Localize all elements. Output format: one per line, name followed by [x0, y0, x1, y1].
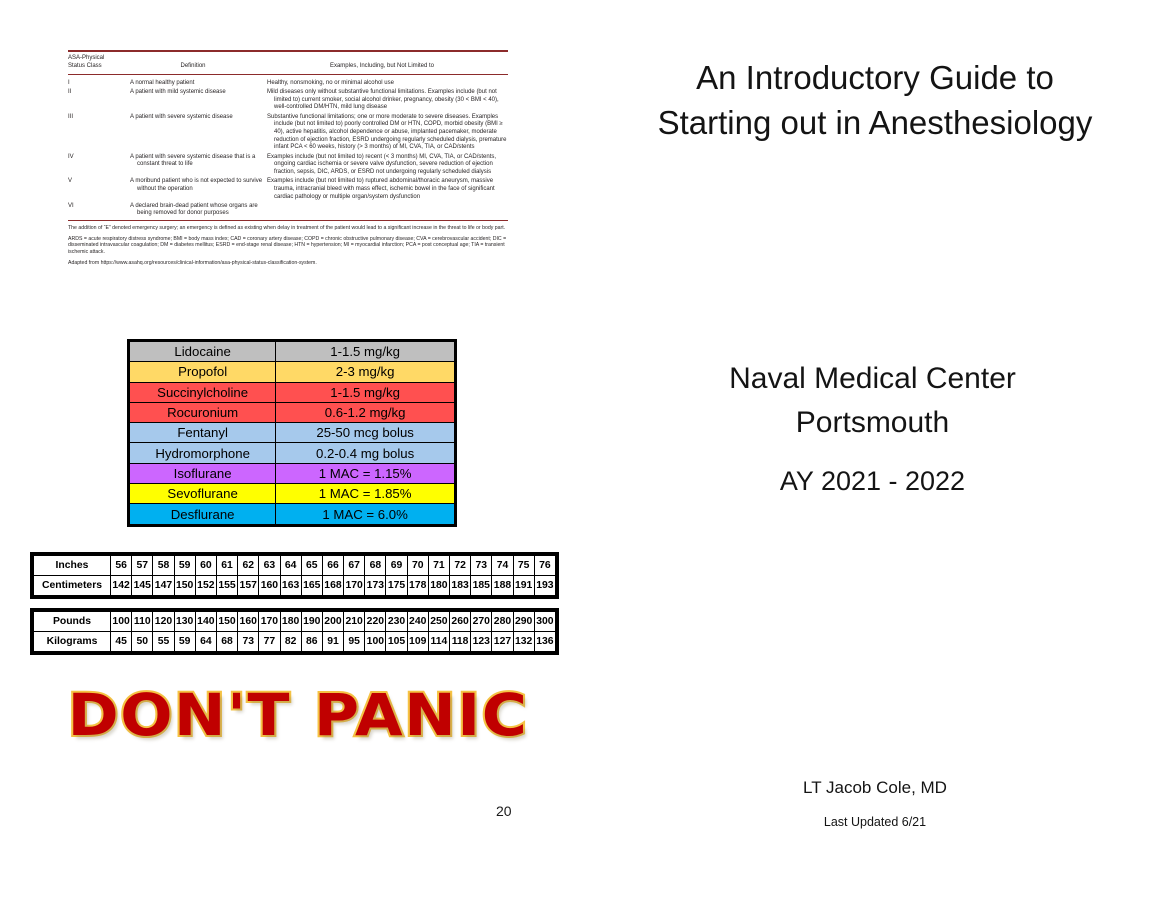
inches-cell: 63 — [259, 556, 280, 576]
pounds-cell: 140 — [195, 612, 216, 632]
inches-cell: 56 — [111, 556, 132, 576]
asa-row-class: II — [68, 88, 72, 95]
kilograms-cell: 132 — [513, 632, 534, 652]
weight-conversion-body — [34, 612, 556, 652]
inches-cell: 65 — [301, 556, 322, 576]
drug-dose-cell: 1 MAC = 1.15% — [276, 463, 455, 483]
drug-dosing-table-body — [130, 342, 455, 525]
drug-name-cell: Desflurane — [130, 504, 276, 524]
drug-name-cell: Fentanyl — [130, 423, 276, 443]
inches-cell: 71 — [428, 556, 449, 576]
institution-line2: Portsmouth — [795, 406, 950, 439]
pounds-cell: 190 — [301, 612, 322, 632]
inches-cell: 57 — [132, 556, 153, 576]
institution-line1: Naval Medical Center — [729, 362, 1016, 395]
drug-dosing-table — [127, 339, 457, 527]
inches-cell: 73 — [471, 556, 492, 576]
page-number: 20 — [496, 803, 512, 819]
drug-name-cell: Hydromorphone — [130, 443, 276, 463]
pounds-cell: 180 — [280, 612, 301, 632]
table-row — [130, 342, 455, 362]
centimeters-cell: 183 — [450, 576, 471, 596]
inches-cell: 68 — [365, 556, 386, 576]
centimeters-cell: 142 — [111, 576, 132, 596]
centimeters-cell: 193 — [534, 576, 555, 596]
asa-row-class: I — [68, 79, 70, 86]
centimeters-cell: 168 — [322, 576, 343, 596]
pounds-cell: 230 — [386, 612, 407, 632]
drug-name-cell: Succinylcholine — [130, 382, 276, 402]
weight-conversion-table — [30, 608, 559, 655]
table-row — [68, 87, 508, 112]
kilograms-cell: 100 — [365, 632, 386, 652]
table-row — [130, 362, 455, 382]
table-row — [34, 556, 556, 576]
table-row — [130, 402, 455, 422]
drug-name-cell: Isoflurane — [130, 463, 276, 483]
centimeters-cell: 180 — [428, 576, 449, 596]
kilograms-cell: 95 — [344, 632, 365, 652]
centimeters-cell: 160 — [259, 576, 280, 596]
asa-row-examples: Examples include (but not limited to) ruptured abdominal/thoracic aneurysm, massive trauma, intracranial bleed with mass effect, ischemic bowel in the face of significant cardiac pathology or multiple organ/system dysfunction — [267, 178, 495, 200]
pounds-cell: 170 — [259, 612, 280, 632]
weight-row-label: Kilograms — [34, 632, 111, 652]
kilograms-cell: 77 — [259, 632, 280, 652]
inches-cell: 58 — [153, 556, 174, 576]
centimeters-cell: 147 — [153, 576, 174, 596]
inches-cell: 62 — [238, 556, 259, 576]
asa-table-header-row — [68, 52, 508, 73]
inches-cell: 75 — [513, 556, 534, 576]
pounds-cell: 100 — [111, 612, 132, 632]
pounds-cell: 300 — [534, 612, 555, 632]
centimeters-cell: 178 — [407, 576, 428, 596]
kilograms-cell: 136 — [534, 632, 555, 652]
centimeters-cell: 155 — [216, 576, 237, 596]
height-conversion-grid — [33, 555, 556, 596]
inches-cell: 72 — [450, 556, 471, 576]
kilograms-cell: 114 — [428, 632, 449, 652]
centimeters-cell: 157 — [238, 576, 259, 596]
pounds-cell: 200 — [322, 612, 343, 632]
drug-name-cell: Propofol — [130, 362, 276, 382]
drug-dose-cell: 1-1.5 mg/kg — [276, 342, 455, 362]
centimeters-cell: 170 — [344, 576, 365, 596]
pounds-cell: 280 — [492, 612, 513, 632]
kilograms-cell: 105 — [386, 632, 407, 652]
asa-row-definition: A patient with mild systemic disease — [130, 88, 226, 95]
weight-row-label: Pounds — [34, 612, 111, 632]
pounds-cell: 260 — [450, 612, 471, 632]
pounds-cell: 130 — [174, 612, 195, 632]
author-block — [700, 776, 1050, 831]
drug-dose-cell: 0.6-1.2 mg/kg — [276, 402, 455, 422]
asa-header-class-line1: ASA-Physical — [68, 55, 105, 61]
kilograms-cell: 86 — [301, 632, 322, 652]
centimeters-cell: 150 — [174, 576, 195, 596]
asa-row-examples: Mild diseases only without substantive functional limitations. Examples include (but not limited to) current smoker, social alcohol drinker, pregnancy, obesity (30 < BMI < 40), well-controlled DM/HTN, mild lung disease — [267, 88, 499, 111]
inches-cell: 74 — [492, 556, 513, 576]
inches-cell: 66 — [322, 556, 343, 576]
kilograms-cell: 123 — [471, 632, 492, 652]
centimeters-cell: 145 — [132, 576, 153, 596]
pounds-cell: 270 — [471, 612, 492, 632]
pounds-cell: 240 — [407, 612, 428, 632]
asa-row-definition: A normal healthy patient — [130, 79, 195, 86]
kilograms-cell: 59 — [174, 632, 195, 652]
asa-row-examples: Examples include (but not limited to) recent (< 3 months) MI, CVA, TIA, or CAD/stents, ongoing cardiac ischemia or severe valve dysfunction, severe reduction of ejection fraction, sepsis, DIC, ARDS, or ESRD not undergoing regularly scheduled dialysis — [267, 153, 497, 175]
asa-footnote-emergency: The addition of “E” denoted emergency surgery; an emergency is defined as existing when delay in treatment of the patient would lead to a significant increase in the threat to life or body part. — [68, 225, 506, 232]
drug-name-cell: Rocuronium — [130, 402, 276, 422]
table-row — [130, 382, 455, 402]
kilograms-cell: 127 — [492, 632, 513, 652]
pounds-cell: 250 — [428, 612, 449, 632]
asa-row-class: VI — [68, 202, 74, 209]
table-row — [130, 504, 455, 524]
kilograms-cell: 64 — [195, 632, 216, 652]
centimeters-cell: 191 — [513, 576, 534, 596]
drug-dose-cell: 25-50 mcg bolus — [276, 423, 455, 443]
table-row — [130, 484, 455, 504]
asa-header-examples: Examples, Including, but Not Limited to — [329, 62, 435, 69]
asa-row-class: IV — [68, 153, 74, 160]
drug-dose-cell: 0.2-0.4 mg bolus — [276, 443, 455, 463]
drug-dose-cell: 1 MAC = 1.85% — [276, 484, 455, 504]
asa-footnote-source: Adapted from https://www.asahq.org/resources/clinical-information/asa-physical-status-classification-system. — [68, 259, 317, 266]
drug-dose-cell: 1 MAC = 6.0% — [276, 504, 455, 524]
last-updated: Last Updated 6/21 — [823, 815, 927, 829]
drug-dose-cell: 1-1.5 mg/kg — [276, 382, 455, 402]
inches-cell: 64 — [280, 556, 301, 576]
asa-row-examples: Healthy, nonsmoking, no or minimal alcohol use — [267, 79, 394, 86]
asa-table-footnotes — [68, 221, 508, 266]
pounds-cell: 210 — [344, 612, 365, 632]
kilograms-cell: 50 — [132, 632, 153, 652]
kilograms-cell: 109 — [407, 632, 428, 652]
centimeters-cell: 152 — [195, 576, 216, 596]
inches-cell: 59 — [174, 556, 195, 576]
dont-panic-graphic: DON'T PANIC — [67, 681, 529, 749]
centimeters-cell: 188 — [492, 576, 513, 596]
table-row — [68, 152, 508, 177]
kilograms-cell: 82 — [280, 632, 301, 652]
page-title — [605, 55, 1145, 145]
pounds-cell: 150 — [216, 612, 237, 632]
centimeters-cell: 175 — [386, 576, 407, 596]
centimeters-cell: 165 — [301, 576, 322, 596]
kilograms-cell: 73 — [238, 632, 259, 652]
pounds-cell: 220 — [365, 612, 386, 632]
pounds-cell: 110 — [132, 612, 153, 632]
weight-conversion-grid — [33, 611, 556, 652]
pounds-cell: 120 — [153, 612, 174, 632]
table-row — [34, 612, 556, 632]
centimeters-cell: 163 — [280, 576, 301, 596]
table-row — [34, 632, 556, 652]
drug-dosing-table-grid — [129, 341, 455, 525]
asa-row-definition: A patient with severe systemic disease that is a constant threat to life — [130, 153, 256, 168]
table-row — [68, 78, 508, 87]
drug-name-cell: Lidocaine — [130, 342, 276, 362]
kilograms-cell: 91 — [322, 632, 343, 652]
inches-cell: 60 — [195, 556, 216, 576]
drug-dose-cell: 2-3 mg/kg — [276, 362, 455, 382]
asa-header-definition: Definition — [180, 62, 206, 69]
inches-cell: 61 — [216, 556, 237, 576]
asa-row-class: V — [68, 178, 73, 185]
academic-year: AY 2021 - 2022 — [779, 466, 966, 496]
author-name: LT Jacob Cole, MD — [803, 778, 947, 797]
asa-footnote-abbreviations: ARDS = acute respiratory distress syndrome; BMI = body mass index; CAD = coronary artery disease; COPD = chronic obstructive pulmonary disease; CVA = cerebrovascular accident; DIC = disseminated intravascular coagulation; DM = diabetes mellitus; ESRD = end-stage renal disease; HTN = hypertension; MI = myocardial infarction; PCA = post conceptual age; TIA = transient ischemic attack. — [68, 235, 507, 255]
inches-cell: 70 — [407, 556, 428, 576]
height-row-label: Inches — [34, 556, 111, 576]
asa-row-definition: A moribund patient who is not expected to survive without the operation — [130, 178, 263, 192]
asa-physical-status-table — [68, 50, 508, 270]
height-conversion-body — [34, 556, 556, 596]
inches-cell: 69 — [386, 556, 407, 576]
height-row-label: Centimeters — [34, 576, 111, 596]
kilograms-cell: 68 — [216, 632, 237, 652]
pounds-cell: 160 — [238, 612, 259, 632]
inches-cell: 67 — [344, 556, 365, 576]
table-row — [68, 112, 508, 152]
inches-cell: 76 — [534, 556, 555, 576]
page-title-line1: An Introductory Guide to — [696, 59, 1054, 96]
height-conversion-table — [30, 552, 559, 599]
table-row — [130, 443, 455, 463]
table-row — [68, 177, 508, 202]
page-title-line2: Starting out in Anesthesiology — [657, 104, 1093, 141]
asa-row-examples: Substantive functional limitations; one or more moderate to severe diseases. Examples include (but not limited to) poorly controlled DM or HTN, COPD, morbid obesity (BMI ≥ 40), active hepatitis, alcohol dependence or abuse, implanted pacemaker, moderate reduction of ejection fraction, ESRD undergoing regularly scheduled dialysis, premature infant PCA < 60 weeks, history (> 3 months) of MI, CVA, TIA, or CAD/stents — [267, 113, 507, 151]
drug-name-cell: Sevoflurane — [130, 484, 276, 504]
asa-header-class — [68, 55, 130, 70]
centimeters-cell: 185 — [471, 576, 492, 596]
kilograms-cell: 45 — [111, 632, 132, 652]
asa-header-class-line2: Status Class — [68, 62, 102, 69]
asa-row-definition: A patient with severe systemic disease — [130, 113, 233, 120]
table-row — [130, 463, 455, 483]
pounds-cell: 290 — [513, 612, 534, 632]
asa-row-definition: A declared brain-dead patient whose organs are being removed for donor purposes — [130, 202, 258, 217]
centimeters-cell: 173 — [365, 576, 386, 596]
kilograms-cell: 118 — [450, 632, 471, 652]
kilograms-cell: 55 — [153, 632, 174, 652]
institution-block — [640, 357, 1105, 503]
asa-row-examples — [267, 203, 508, 218]
table-row — [68, 201, 508, 218]
table-row — [34, 576, 556, 596]
asa-row-class: III — [68, 113, 74, 120]
table-row — [130, 423, 455, 443]
